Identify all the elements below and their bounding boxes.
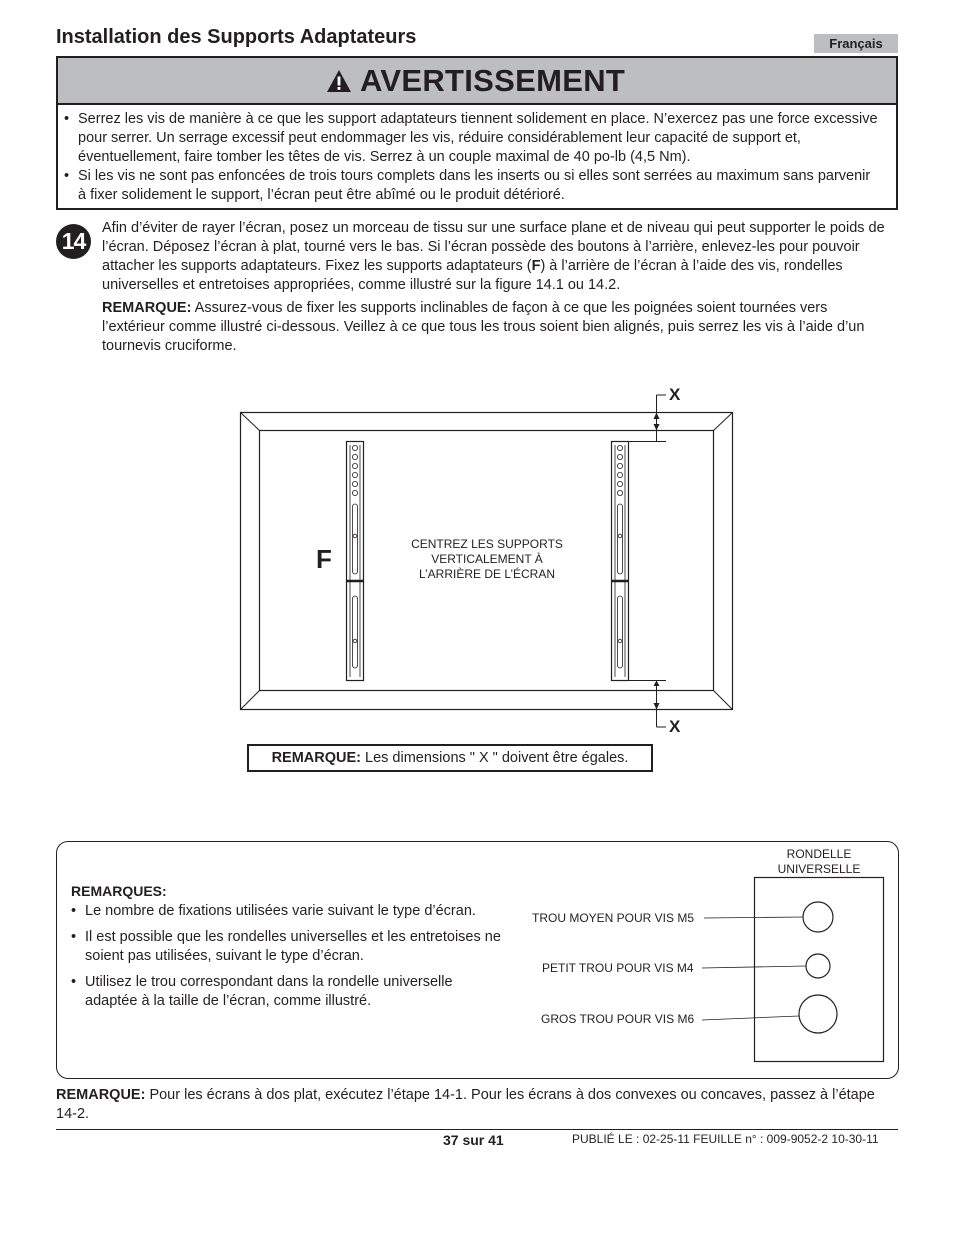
washer-title-line: RONDELLE [786, 847, 852, 861]
remarks-item: • Il est possible que les rondelles universelles et les entretoises ne soient pas utilisées, suivant le type d’écran. [71, 928, 501, 966]
step-instructions [102, 219, 894, 295]
publication-info: PUBLIÉ LE : 02-25-11 FEUILLE n° : 009-9052-2 10-30-11 [572, 1132, 879, 1146]
warning-triangle-icon [326, 69, 352, 93]
washer-title-line: UNIVERSELLE [777, 862, 861, 876]
remarks-title: REMARQUES: [71, 883, 167, 899]
remarks-item: • Le nombre de fixations utilisées varie suivant le type d’écran. [71, 902, 501, 921]
dimension-note-label: REMARQUE: [271, 750, 361, 766]
step-text-bold: F [531, 258, 541, 274]
dimension-x-bottom [629, 681, 666, 728]
remarks-list [71, 902, 501, 1018]
dimension-x-top [629, 395, 666, 442]
dimension-label-x-top: X [669, 385, 681, 404]
step-note [102, 299, 894, 356]
footer-note-text: Pour les écrans à dos plat, exécutez l’étape 14-1. Pour les écrans à dos convexes ou concaves, passez à l’étape 14-2. [56, 1087, 875, 1122]
step-number-badge: 14 [56, 224, 91, 259]
center-line: CENTREZ LES SUPPORTS [411, 537, 563, 551]
step-note-text: Assurez-vous de fixer les supports inclinables de façon à ce que les poignées soient tournées vers l’extérieur comme illustré ci-dessous. Veillez à ce que tous les trous soient bien alignés, puis serrez les vis à l’aide d’un tournevis cruciforme. [102, 300, 865, 354]
warning-title: AVERTISSEMENT [360, 62, 626, 98]
hole-m4-label: PETIT TROU POUR VIS M4 [542, 961, 694, 975]
bracket-label-f: F [316, 544, 332, 574]
step-note-label: REMARQUE: [102, 300, 192, 316]
step-text-before: Afin d’éviter de rayer l’écran, posez un morceau de tissu sur une surface plane et de niveau qui peut supporter le poids de l’écran. Déposez l’écran à plat, tourné vers le bas. Si l’écran possède des boutons à l’arrière, enlevez-les pour pouvoir attacher les supports adaptateurs. Fixez les supports adaptateurs ( [102, 220, 885, 274]
remarks-item: • Utilisez le trou correspondant dans la rondelle universelle adaptée à la taille de l’écran, comme illustré. [71, 973, 501, 1011]
warning-item: • Si les vis ne sont pas enfoncées de trois tours complets dans les inserts ou si elles sont serrées au maximum sans parvenir à fixer solidement le support, l’écran peut être abîmé ou le produit détérioré. [62, 167, 882, 205]
footer-note-label: REMARQUE: [56, 1087, 146, 1103]
warning-header [58, 58, 896, 105]
warning-box [56, 56, 898, 210]
section-title: Installation des Supports Adaptateurs [56, 26, 417, 48]
center-line: VERTICALEMENT À [431, 552, 543, 566]
washer-title [760, 847, 878, 877]
language-badge: Français [814, 34, 898, 53]
footer-note [56, 1086, 898, 1124]
center-line: L’ARRIÈRE DE L’ÉCRAN [418, 567, 556, 581]
warning-item: • Serrez les vis de manière à ce que les support adaptateurs tiennent solidement en place. N’exercez pas une force excessive pour serrer. Un serrage excessif peut endommager les vis, réduire considérablement leur capacité de support et, éventuellement, faire tomber les têtes de vis. Serrez à un couple maximal de 40 po-lb (4,5 Nm). [62, 110, 882, 167]
warning-list [58, 105, 896, 205]
hole-m5-label: TROU MOYEN POUR VIS M5 [532, 911, 695, 925]
footer-divider [56, 1129, 898, 1130]
dimension-note-text: Les dimensions " X " doivent être égales. [361, 750, 629, 766]
step-text-after: ) à l’arrière de l’écran à l’aide des vis, rondelles universelles et entretoises appropriées, comme illustré sur la figure 14.1 ou 14.2. [102, 258, 843, 293]
center-instruction [392, 537, 582, 582]
right-bracket [611, 442, 629, 681]
left-bracket [346, 442, 364, 681]
dimension-note [247, 744, 653, 772]
dimension-label-x-bottom: X [669, 717, 681, 736]
page-number: 37 sur 41 [443, 1132, 504, 1148]
hole-m6-label: GROS TROU POUR VIS M6 [541, 1012, 695, 1026]
